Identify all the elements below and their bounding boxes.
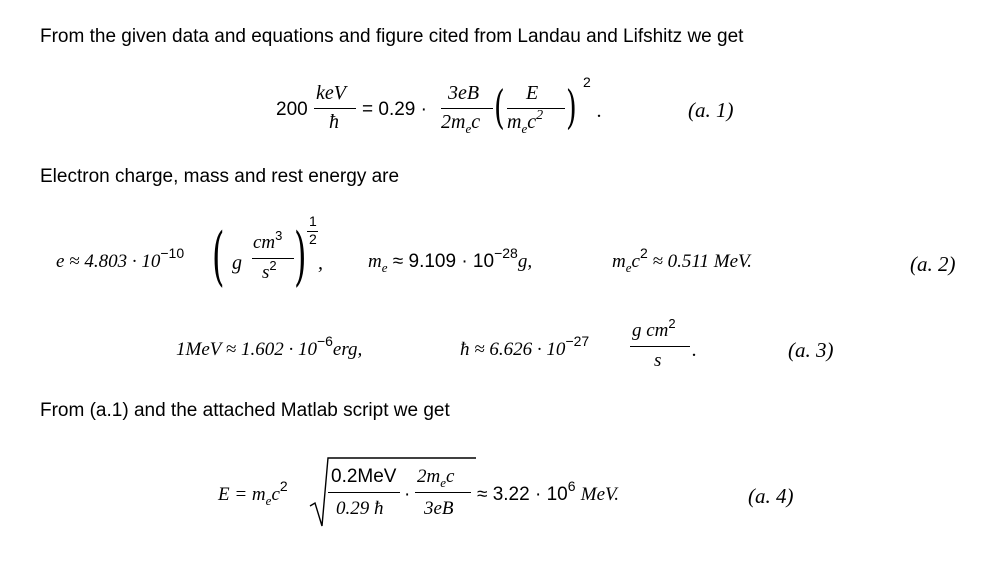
eq-a1-f2-den-a: m [507, 111, 522, 133]
eq-a2-me-sub: e [381, 260, 388, 275]
eq-a3-mev-exp: −6 [316, 333, 333, 349]
eq-a3-end: . [692, 339, 697, 361]
eq-a4-label: (a. 4) [748, 484, 794, 508]
eq-a4-lhs-a: E = m [218, 484, 266, 505]
eq-a1-f2-num: E [526, 82, 539, 104]
eq-a2-e [56, 245, 185, 273]
eq-a2-label: (a. 2) [910, 252, 956, 276]
eq-a3-frac-num-exp: 2 [668, 316, 676, 331]
electron-paragraph: Electron charge, mass and rest energy are [40, 166, 400, 187]
eq-a3-frac-num-text: g cm [632, 320, 669, 341]
eq-a4-lhs-sup: 2 [279, 478, 288, 494]
eq-a3-frac-num [632, 316, 676, 342]
eq-a4-f1-num: 0.2MeV [331, 466, 397, 487]
eq-a2-me-exp: −28 [494, 245, 518, 261]
eq-a2-me-a: m [368, 251, 382, 272]
eq-a4-result-text: ≈ 3.22 · 10 [477, 484, 568, 505]
eq-a4-result-exp: 6 [567, 478, 576, 494]
eq-a4-f2-num-sub: e [440, 475, 447, 490]
eq-a2-e-exp: −10 [160, 245, 185, 261]
eq-a2-me [368, 245, 533, 275]
eq-a1-f2-den-b: c [527, 111, 537, 133]
eq-a4-result-unit: MeV. [580, 484, 619, 505]
eq-a1-rparen: ) [566, 80, 577, 134]
eq-a2-mec2-sub: e [625, 260, 632, 275]
eq-a1-label: (a. 1) [688, 98, 734, 122]
eq-a1-f2-den [507, 108, 544, 136]
eq-a4-f1-bar [328, 492, 400, 493]
eq-a2-e-lhs: e ≈ 4.803 · 10 [56, 251, 161, 272]
eq-a2-me-b: ≈ 9.109 · 10 [387, 251, 495, 272]
eq-a1-coef: = 0.29 · [362, 99, 427, 120]
eq-a3-mev-unit: erg, [332, 339, 363, 360]
eq-a2-half-num: 1 [309, 213, 317, 229]
eq-a3-frac-bar [630, 346, 690, 347]
eq-a4-f1-den: 0.29 ħ [336, 498, 384, 519]
eq-a2-comma1: , [318, 252, 323, 274]
eq-a4-lhs-b: c [271, 484, 280, 505]
from-a1-paragraph: From (a.1) and the attached Matlab script we get [40, 400, 450, 421]
eq-a1-power: 2 [583, 74, 591, 90]
eq-a1-lhs-num: keV [316, 82, 346, 104]
eq-a1-lhs-coef: 200 [276, 99, 308, 120]
eq-a1-end: . [597, 100, 602, 122]
eq-a4-result [477, 478, 619, 506]
eq-a2-s-text: s [262, 262, 270, 283]
eq-a1-f2-den-sup: 2 [536, 108, 544, 123]
intro-paragraph: From the given data and equations and figure cited from Landau and Lifshitz we get [40, 26, 744, 47]
eq-a2-mec2-sup: 2 [639, 245, 648, 261]
eq-a4-f2-bar [415, 492, 471, 493]
eq-a3-hbar-text: ħ ≈ 6.626 · 10 [460, 339, 566, 360]
eq-a1-f1-den [441, 111, 480, 134]
eq-a2-mec2-b: c [631, 251, 640, 272]
eq-a4-dot: · [404, 484, 411, 505]
eq-a2-rparen: ) [294, 220, 307, 294]
eq-a2-cm-text: cm [253, 232, 276, 253]
eq-a1-f1-den-a: 2m [441, 111, 466, 133]
eq-a1-f1-den-b: c [471, 111, 481, 133]
eq-a3-frac-den: s [654, 350, 662, 371]
eq-a2-half-den: 2 [309, 231, 317, 247]
eq-a2-lparen: ( [212, 220, 225, 294]
eq-a3-mev-a: 1MeV ≈ 1.602 · 10 [176, 339, 317, 360]
eq-a2-mec2-val: ≈ 0.511 MeV. [647, 251, 752, 272]
eq-a2-g: g [232, 252, 242, 274]
eq-a1-lhs-bar [314, 108, 356, 109]
eq-a3-label: (a. 3) [788, 338, 834, 362]
eq-a1-lhs-den: ħ [329, 111, 339, 133]
eq-a2-s [262, 258, 277, 284]
eq-a2-mec2 [612, 245, 752, 275]
eq-a1-f1-num: 3eB [448, 82, 480, 104]
eq-a3-hbar-exp: −27 [565, 333, 590, 349]
eq-a3-hbar [460, 333, 590, 361]
eq-a4-f2-num-a: 2m [417, 466, 441, 487]
eq-a1-f1-den-sub: e [465, 121, 472, 136]
eq-a1-f1-bar [441, 108, 493, 109]
eq-a2-mec2-a: m [612, 251, 626, 272]
eq-a4-f2-num [417, 466, 454, 488]
eq-a4-lhs-sub: e [265, 493, 272, 508]
eq-a1-f2-den-sub: e [521, 121, 528, 136]
eq-a4-f2-num-b: c [446, 466, 455, 487]
eq-a4-f2-den: 3eB [424, 498, 454, 519]
eq-a2-cm-exp: 3 [275, 228, 283, 243]
eq-a4-lhs [218, 478, 288, 508]
eq-a3-mev [176, 333, 363, 361]
eq-a2-cm [253, 228, 283, 254]
eq-a2-s-exp: 2 [269, 258, 277, 273]
eq-a1-lparen: ( [494, 80, 505, 134]
eq-a2-me-unit: g, [517, 251, 533, 272]
